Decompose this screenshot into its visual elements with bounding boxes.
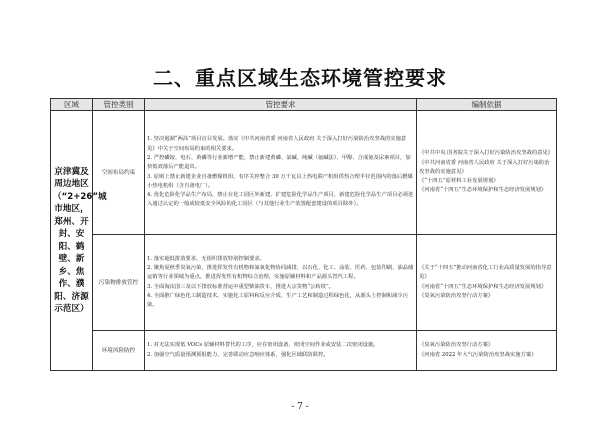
requirement-item: 4. 优化危险化学品生产布局，禁止在化工园区外新建、扩建危险化学品生产项目，新建危险化学品生产项目必须进入通过认定的一般或较低安全风险的化工园区（与其他行业生产装置配套建设的项目除外）。 bbox=[147, 192, 414, 208]
basis-item: 《中共中央 国务院关于深入打好污染防治攻坚战的意见》 bbox=[419, 150, 554, 157]
basis-item: 《河南省“十四五”生态环境保护和生态经济发展规划》 bbox=[419, 283, 547, 290]
basis-cell bbox=[417, 111, 557, 235]
requirements-cell bbox=[145, 235, 417, 331]
category-cell: 污染物排放管控 bbox=[93, 235, 145, 331]
page-number: - 7 - bbox=[291, 402, 309, 412]
basis-cell bbox=[417, 235, 557, 331]
basis-item: 《河南省“十四五”生态环境保护和生态经济发展规划》 bbox=[419, 187, 547, 194]
header-basis: 编制依据 bbox=[417, 99, 557, 111]
requirement-item: 1. 对无法实现低 VOCs 原辅材料替代的工序，应在密闭设备、密闭空间作业或安装二次密闭设施。 bbox=[147, 342, 379, 349]
category-cell: 环境风险防控 bbox=[93, 331, 145, 371]
requirement-item: 3. 原则上禁止新建企业自备燃煤机组，有序关停整合 30 万千瓦以上热电联产机组供热合理半径范围内的落后燃煤小热电机组（含自备电厂）。 bbox=[147, 173, 413, 189]
table-row bbox=[51, 331, 557, 371]
basis-cell bbox=[417, 331, 557, 371]
table-header-row bbox=[51, 99, 557, 111]
basis-item: 《关于“十四五”推动河南省化工行业高质量发展的指导意见》 bbox=[419, 264, 552, 281]
requirements-cell bbox=[145, 331, 417, 371]
header-requirements: 管控要求 bbox=[145, 99, 417, 111]
requirement-item: 3. 全面淘汰国三及以下排放标准营运中重型柴油货车，推进大宗货物“公转铁”。 bbox=[147, 283, 334, 290]
basis-item: 《臭氧污染防治攻坚行动方案》 bbox=[419, 292, 494, 299]
requirement-item: 2. 严控磷铵、电石、黄磷等行业新增产能，禁止新建黄磷、氯碱、纯碱（氨碱法）、甲醇、合成氨及尿素项目，加快低效落后产能退出。 bbox=[147, 154, 411, 171]
category-cell: 空间布局约束 bbox=[93, 111, 145, 235]
requirement-item: 4. 全面推广绿色化工制造技术，实施化工原料和反应介质、生产工艺和制造过程绿色化，从源头上控制和减少污染。 bbox=[147, 292, 408, 309]
basis-item: 《“十四五”原材料工业发展规划》 bbox=[419, 178, 499, 185]
requirement-item: 2. 加强空气质量预测预报能力，完善联动应急响应体系，强化区域联防联控。 bbox=[147, 351, 329, 358]
region-cell: 京津冀及周边地区（“2+26”城市地区，郑州、开封、安阳、鹤壁、新乡、焦作、濮阳、济源示范区） bbox=[51, 111, 93, 371]
basis-item: 《臭氧污染防治攻坚行动方案》 bbox=[419, 342, 494, 349]
control-requirements-table bbox=[50, 98, 557, 371]
header-category: 管控类别 bbox=[93, 99, 145, 111]
requirements-cell bbox=[145, 111, 417, 235]
document-title: 二、重点区域生态环境管控要求 bbox=[153, 66, 447, 90]
table-row bbox=[51, 111, 557, 235]
table-row bbox=[51, 235, 557, 331]
requirement-item: 1. 坚决遏制“两高”项目盲目发展。落实《中共河南省委 河南省人民政府 关于深入打好污染防治攻坚战的实施意见》中关于空间布局约束的相关要求。 bbox=[147, 136, 407, 152]
requirement-item: 1. 落实超低排放要求，无组织排放特别控制要求。 bbox=[147, 255, 265, 262]
requirement-item: 2. 聚焦夏秋季臭氧污染，推进挥发性有机物和氮氧化物协同减排，以石化、化工、涂装、医药、包装印刷、油品储运销等行业领域为重点，推进挥发性有机物综合治理，实施原辅材料和产品源头替代工程。 bbox=[147, 264, 414, 281]
header-region: 区域 bbox=[51, 99, 93, 111]
basis-item: 《河南省 2022 年大气污染防治攻坚战实施方案》 bbox=[419, 351, 537, 358]
basis-item: 《中共河南省委 河南省人民政府 关于深入打好污染防治攻坚战的实施意见》 bbox=[419, 159, 550, 175]
